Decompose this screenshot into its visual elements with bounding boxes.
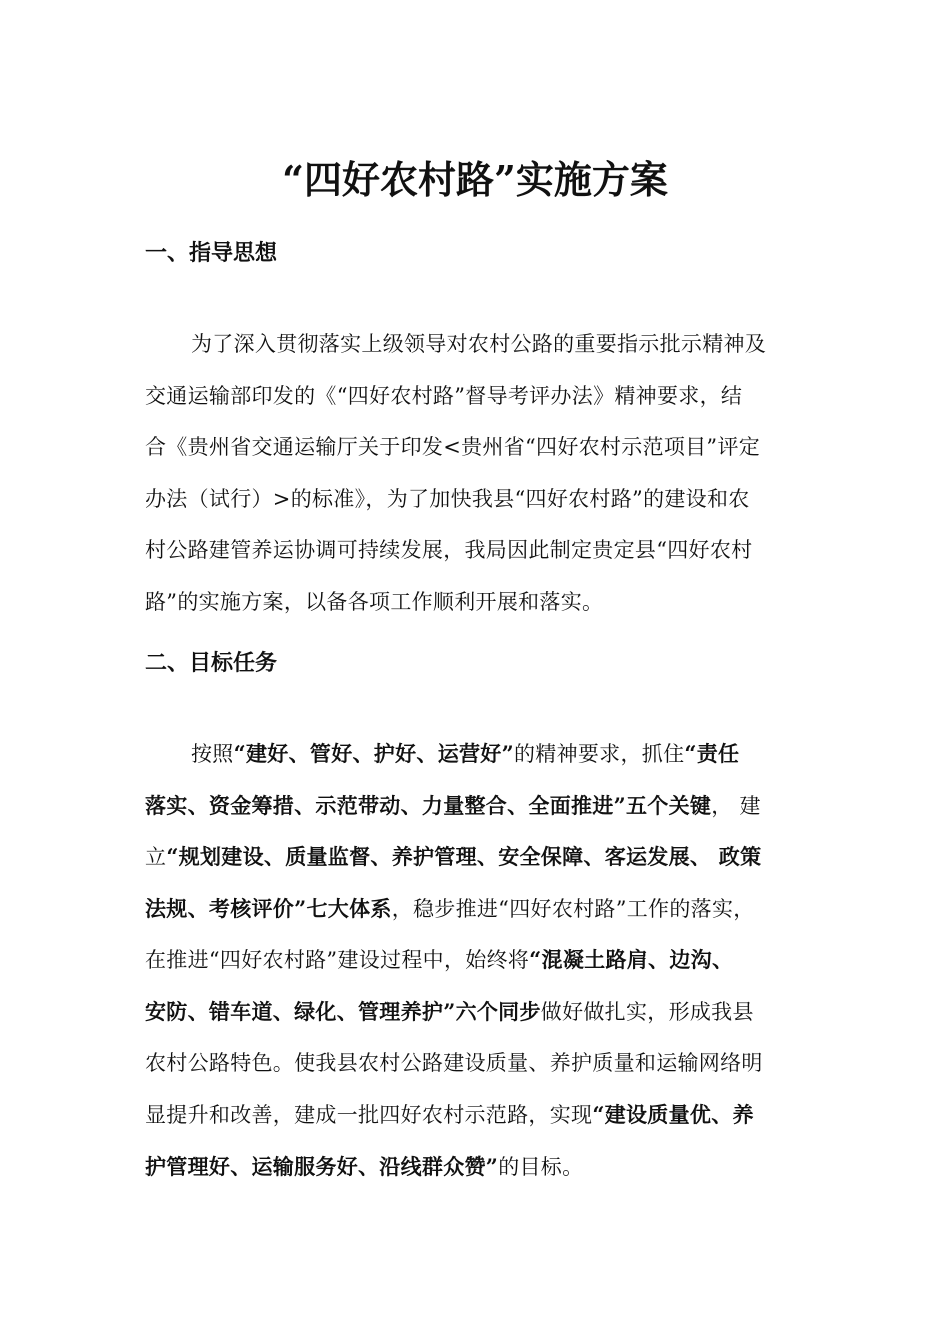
document-title: “四好农村路”实施方案 bbox=[282, 157, 668, 202]
body-text: ，稳步推进“四好农村路”工作的落实， bbox=[391, 896, 755, 921]
emphasized-text: “规划建设、质量监督、养护管理、安全保障、客运发展、 政策 bbox=[166, 844, 762, 870]
body-text: 的精神要求，抓住 bbox=[513, 742, 685, 766]
paragraph-line bbox=[145, 883, 825, 935]
paragraph-line bbox=[145, 780, 825, 832]
paragraph-line bbox=[145, 1089, 825, 1141]
paragraph-line bbox=[145, 934, 825, 986]
body-text: 合《贵州省交通运输厅关于印发<贵州省“四好农村示范项目”评定 bbox=[145, 435, 761, 460]
body-text: 交通运输部印发的《“四好农村路”督导考评办法》精神要求，结 bbox=[145, 383, 743, 408]
section-paragraph-target-tasks bbox=[145, 728, 825, 1192]
body-text: 显提升和改善，建成一批四好农村示范路，实现 bbox=[145, 1103, 593, 1128]
paragraph-line bbox=[145, 831, 825, 883]
section-heading-target-tasks: 二、目标任务 bbox=[145, 650, 278, 676]
paragraph-line bbox=[145, 577, 825, 629]
section-paragraph-guiding-ideology bbox=[145, 319, 825, 629]
emphasized-text: “建设质量优、养 bbox=[592, 1102, 754, 1128]
emphasized-text: 落实、资金筹措、示范带动、力量整合、全面推进”五个关键 bbox=[145, 792, 712, 818]
body-text: 为了深入贯彻落实上级领导对农村公路的重要指示批示精神及 bbox=[191, 332, 767, 356]
body-text: 立 bbox=[145, 845, 167, 870]
emphasized-text: 安防、错车道、绿化、管理养护”六个同步 bbox=[145, 998, 541, 1024]
section-heading-guiding-ideology: 一、指导思想 bbox=[145, 240, 278, 266]
body-text: 做好做扎实，形成我县 bbox=[540, 999, 754, 1024]
paragraph-line bbox=[145, 474, 825, 526]
emphasized-text: “混凝土路肩、边沟、 bbox=[529, 947, 734, 973]
body-text: 在推进“四好农村路”建设过程中，始终将 bbox=[145, 948, 530, 973]
emphasized-text: 法规、考核评价”七大体系 bbox=[145, 895, 392, 921]
paragraph-line bbox=[145, 1141, 825, 1193]
body-text: ， 建 bbox=[711, 793, 761, 818]
paragraph-line bbox=[145, 319, 825, 371]
paragraph-line bbox=[145, 422, 825, 474]
body-text: 路”的实施方案，以备各项工作顺利开展和落实。 bbox=[145, 589, 604, 614]
emphasized-text: “责任 bbox=[684, 741, 740, 766]
body-text: 按照 bbox=[191, 742, 234, 766]
paragraph-line bbox=[145, 1038, 825, 1090]
body-text: 的目标。 bbox=[498, 1154, 584, 1179]
emphasized-text: “建好、管好、护好、运营好” bbox=[233, 741, 514, 766]
paragraph-line bbox=[145, 371, 825, 423]
body-text: 村公路建管养运协调可持续发展，我局因此制定贵定县“四好农村 bbox=[145, 538, 753, 563]
body-text: 农村公路特色。使我县农村公路建设质量、养护质量和运输网络明 bbox=[145, 1050, 763, 1075]
paragraph-line bbox=[145, 986, 825, 1038]
paragraph-line bbox=[145, 728, 825, 780]
emphasized-text: 护管理好、运输服务好、沿线群众赞” bbox=[145, 1153, 499, 1179]
paragraph-line bbox=[145, 525, 825, 577]
body-text: 办法（试行）>的标准》，为了加快我县“四好农村路”的建设和农 bbox=[145, 486, 750, 511]
